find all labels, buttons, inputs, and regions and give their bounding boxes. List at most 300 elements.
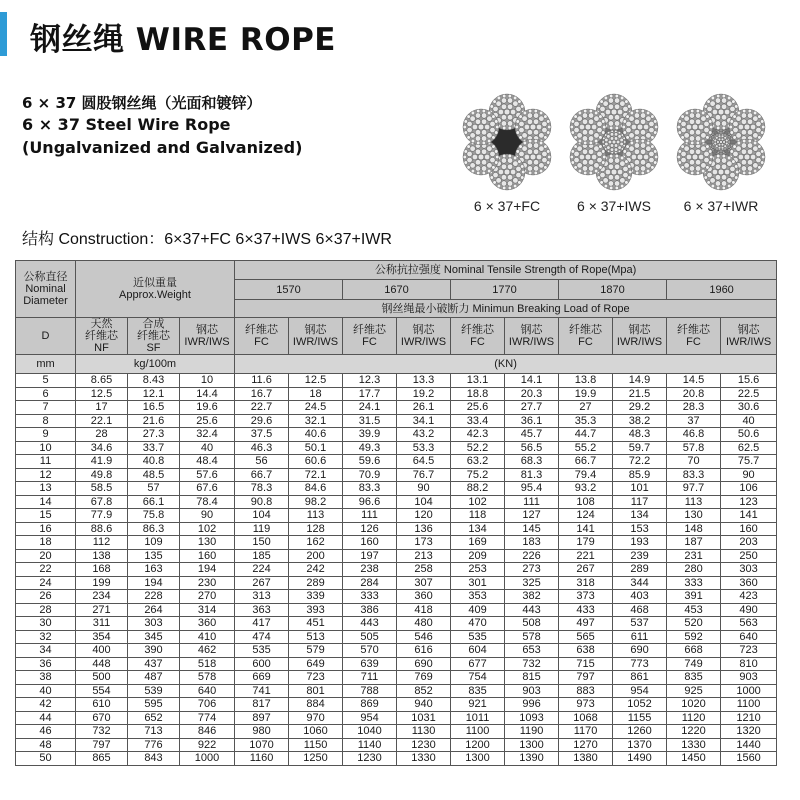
table-cell: 253 — [451, 563, 505, 577]
table-cell: 289 — [289, 576, 343, 590]
table-cell: 1320 — [721, 725, 777, 739]
unit-mm: mm — [16, 355, 76, 374]
table-cell: 34.6 — [76, 441, 128, 455]
table-row — [16, 414, 777, 428]
table-cell: 869 — [343, 698, 397, 712]
table-cell: 168 — [76, 563, 128, 577]
table-cell: 113 — [667, 495, 721, 509]
table-cell: 810 — [721, 657, 777, 671]
table-cell: 59.7 — [613, 441, 667, 455]
table-cell: 267 — [235, 576, 289, 590]
table-cell: 30.6 — [721, 401, 777, 415]
table-cell: 44.7 — [559, 428, 613, 442]
table-cell: 1270 — [559, 738, 613, 752]
table-cell: 213 — [397, 549, 451, 563]
header-grade: 1570 — [235, 280, 343, 300]
table-cell: 318 — [559, 576, 613, 590]
table-cell: 706 — [180, 698, 235, 712]
table-cell: 954 — [343, 711, 397, 725]
table-cell: 360 — [180, 617, 235, 631]
table-cell: 141 — [721, 509, 777, 523]
header-iwr-iws: 钢芯 IWR/IWS — [180, 318, 235, 355]
rope-cross-section-fc — [457, 92, 557, 192]
table-cell: 59.6 — [343, 455, 397, 469]
table-cell: 638 — [559, 644, 613, 658]
table-cell: 163 — [128, 563, 180, 577]
table-cell: 226 — [505, 549, 559, 563]
table-cell: 903 — [505, 684, 559, 698]
table-cell: 72.2 — [613, 455, 667, 469]
table-cell: 150 — [235, 536, 289, 550]
table-cell: 508 — [505, 617, 559, 631]
table-cell: 11.6 — [235, 374, 289, 388]
header-fc-core: 纤维芯 FC — [667, 318, 721, 355]
table-row — [16, 428, 777, 442]
table-cell: 677 — [451, 657, 505, 671]
diameter-cell: 12 — [16, 468, 76, 482]
table-cell: 14.5 — [667, 374, 721, 388]
table-cell: 169 — [451, 536, 505, 550]
table-cell: 101 — [613, 482, 667, 496]
table-cell: 56 — [235, 455, 289, 469]
table-cell: 1011 — [451, 711, 505, 725]
table-cell: 563 — [721, 617, 777, 631]
diameter-cell: 46 — [16, 725, 76, 739]
diameter-cell: 34 — [16, 644, 76, 658]
table-cell: 462 — [180, 644, 235, 658]
title-accent-bar — [0, 12, 7, 56]
table-cell: 723 — [289, 671, 343, 685]
diameter-cell: 28 — [16, 603, 76, 617]
header-d: D — [16, 318, 76, 355]
header-grade: 1670 — [343, 280, 451, 300]
table-row — [16, 509, 777, 523]
table-cell: 409 — [451, 603, 505, 617]
table-cell: 640 — [180, 684, 235, 698]
table-cell: 480 — [397, 617, 451, 631]
table-cell: 67.6 — [180, 482, 235, 496]
table-cell: 112 — [76, 536, 128, 550]
table-cell: 50.6 — [721, 428, 777, 442]
table-cell: 1000 — [180, 752, 235, 766]
table-cell: 776 — [128, 738, 180, 752]
table-cell: 1330 — [397, 752, 451, 766]
table-cell: 136 — [397, 522, 451, 536]
diameter-cell: 50 — [16, 752, 76, 766]
header-nominal-diameter: 公称直径 Nominal Diameter — [16, 261, 76, 318]
table-cell: 13.1 — [451, 374, 505, 388]
diameter-cell: 5 — [16, 374, 76, 388]
table-cell: 57.8 — [667, 441, 721, 455]
table-cell: 1068 — [559, 711, 613, 725]
table-cell: 12.5 — [289, 374, 343, 388]
table-cell: 980 — [235, 725, 289, 739]
table-cell: 345 — [128, 630, 180, 644]
table-row — [16, 590, 777, 604]
table-cell: 363 — [235, 603, 289, 617]
table-cell: 179 — [559, 536, 613, 550]
table-cell: 669 — [235, 671, 289, 685]
table-cell: 83.3 — [667, 468, 721, 482]
table-cell: 333 — [667, 576, 721, 590]
table-cell: 128 — [289, 522, 343, 536]
table-cell: 518 — [180, 657, 235, 671]
table-cell: 53.3 — [397, 441, 451, 455]
table-cell: 325 — [505, 576, 559, 590]
table-cell: 50.1 — [289, 441, 343, 455]
table-cell: 1330 — [667, 738, 721, 752]
table-cell: 258 — [397, 563, 451, 577]
table-cell: 234 — [76, 590, 128, 604]
table-cell: 500 — [76, 671, 128, 685]
table-cell: 25.6 — [451, 401, 505, 415]
table-cell: 27 — [559, 401, 613, 415]
header-fc-core: 纤维芯 FC — [559, 318, 613, 355]
table-cell: 76.7 — [397, 468, 451, 482]
table-row — [16, 644, 777, 658]
table-cell: 224 — [235, 563, 289, 577]
table-cell: 1052 — [613, 698, 667, 712]
diameter-cell: 32 — [16, 630, 76, 644]
table-cell: 90 — [180, 509, 235, 523]
table-cell: 267 — [559, 563, 613, 577]
table-cell: 437 — [128, 657, 180, 671]
header-sf: 合成 纤维芯 SF — [128, 318, 180, 355]
table-cell: 39.9 — [343, 428, 397, 442]
table-cell: 883 — [559, 684, 613, 698]
table-cell: 18.8 — [451, 387, 505, 401]
unit-weight: kg/100m — [76, 355, 235, 374]
table-cell: 239 — [613, 549, 667, 563]
header-breaking-load: 钢丝绳最小破断力 Minimun Breaking Load of Rope — [235, 300, 777, 318]
table-cell: 86.3 — [128, 522, 180, 536]
table-cell: 48.4 — [180, 455, 235, 469]
table-cell: 25.6 — [180, 414, 235, 428]
table-cell: 1160 — [235, 752, 289, 766]
table-cell: 111 — [343, 509, 397, 523]
table-cell: 373 — [559, 590, 613, 604]
table-cell: 45.7 — [505, 428, 559, 442]
table-cell: 1230 — [397, 738, 451, 752]
table-cell: 90.8 — [235, 495, 289, 509]
table-cell: 715 — [559, 657, 613, 671]
table-cell: 160 — [180, 549, 235, 563]
table-cell: 360 — [721, 576, 777, 590]
header-fc-core: 纤维芯 FC — [451, 318, 505, 355]
table-cell: 19.2 — [397, 387, 451, 401]
table-cell: 148 — [667, 522, 721, 536]
table-cell: 250 — [721, 549, 777, 563]
table-cell: 284 — [343, 576, 397, 590]
table-cell: 66.1 — [128, 495, 180, 509]
header-grade: 1960 — [667, 280, 777, 300]
table-cell: 1250 — [289, 752, 343, 766]
table-cell: 31.5 — [343, 414, 397, 428]
table-cell: 46.3 — [235, 441, 289, 455]
table-cell: 12.5 — [76, 387, 128, 401]
table-cell: 470 — [451, 617, 505, 631]
header-steel-core: 钢芯 IWR/IWS — [721, 318, 777, 355]
table-cell: 57.6 — [180, 468, 235, 482]
table-cell: 93.2 — [559, 482, 613, 496]
table-cell: 78.3 — [235, 482, 289, 496]
table-cell: 90 — [721, 468, 777, 482]
table-cell: 1300 — [451, 752, 505, 766]
table-cell: 134 — [613, 509, 667, 523]
table-cell: 75.7 — [721, 455, 777, 469]
table-cell: 400 — [76, 644, 128, 658]
table-cell: 21.5 — [613, 387, 667, 401]
table-cell: 13.8 — [559, 374, 613, 388]
table-cell: 75.8 — [128, 509, 180, 523]
table-cell: 72.1 — [289, 468, 343, 482]
table-cell: 12.3 — [343, 374, 397, 388]
table-cell: 231 — [667, 549, 721, 563]
table-cell: 199 — [76, 576, 128, 590]
table-cell: 668 — [667, 644, 721, 658]
table-cell: 85.9 — [613, 468, 667, 482]
table-cell: 649 — [289, 657, 343, 671]
table-cell: 43.2 — [397, 428, 451, 442]
table-cell: 124 — [559, 509, 613, 523]
table-cell: 48.3 — [613, 428, 667, 442]
diameter-cell: 18 — [16, 536, 76, 550]
table-cell: 616 — [397, 644, 451, 658]
table-cell: 52.2 — [451, 441, 505, 455]
header-steel-core: 钢芯 IWR/IWS — [397, 318, 451, 355]
table-cell: 537 — [613, 617, 667, 631]
table-cell: 96.6 — [343, 495, 397, 509]
table-cell: 209 — [451, 549, 505, 563]
table-cell: 41.9 — [76, 455, 128, 469]
table-cell: 24.1 — [343, 401, 397, 415]
table-cell: 925 — [667, 684, 721, 698]
table-cell: 382 — [505, 590, 559, 604]
table-cell: 106 — [721, 482, 777, 496]
header-nf: 天然 纤维芯 NF — [76, 318, 128, 355]
table-cell: 77.9 — [76, 509, 128, 523]
table-cell: 98.2 — [289, 495, 343, 509]
table-row — [16, 603, 777, 617]
table-cell: 238 — [343, 563, 397, 577]
table-cell: 173 — [397, 536, 451, 550]
diameter-cell: 13 — [16, 482, 76, 496]
table-cell: 1100 — [451, 725, 505, 739]
table-cell: 49.3 — [343, 441, 397, 455]
header-fc-core: 纤维芯 FC — [235, 318, 289, 355]
table-cell: 815 — [505, 671, 559, 685]
table-cell: 846 — [180, 725, 235, 739]
table-cell: 418 — [397, 603, 451, 617]
table-cell: 29.6 — [235, 414, 289, 428]
table-cell: 102 — [180, 522, 235, 536]
rope-cross-section-iws — [564, 92, 664, 192]
table-cell: 611 — [613, 630, 667, 644]
table-cell: 1120 — [667, 711, 721, 725]
table-cell: 303 — [721, 563, 777, 577]
table-cell: 797 — [76, 738, 128, 752]
table-cell: 200 — [289, 549, 343, 563]
table-cell: 314 — [180, 603, 235, 617]
table-cell: 20.3 — [505, 387, 559, 401]
table-cell: 487 — [128, 671, 180, 685]
diameter-cell: 22 — [16, 563, 76, 577]
table-cell: 88.6 — [76, 522, 128, 536]
table-cell: 18 — [289, 387, 343, 401]
table-cell: 42.3 — [451, 428, 505, 442]
table-cell: 391 — [667, 590, 721, 604]
table-cell: 118 — [451, 509, 505, 523]
table-cell: 12.1 — [128, 387, 180, 401]
table-cell: 28 — [76, 428, 128, 442]
table-cell: 138 — [76, 549, 128, 563]
table-cell: 690 — [397, 657, 451, 671]
header-steel-core: 钢芯 IWR/IWS — [289, 318, 343, 355]
table-row — [16, 671, 777, 685]
table-cell: 852 — [397, 684, 451, 698]
rope-label-fc: 6 × 37+FC — [473, 198, 541, 214]
table-cell: 578 — [505, 630, 559, 644]
table-cell: 8.43 — [128, 374, 180, 388]
table-cell: 8.65 — [76, 374, 128, 388]
table-cell: 58.5 — [76, 482, 128, 496]
table-cell: 17.7 — [343, 387, 397, 401]
table-cell: 954 — [613, 684, 667, 698]
table-cell: 16.5 — [128, 401, 180, 415]
table-cell: 289 — [613, 563, 667, 577]
table-cell: 16.7 — [235, 387, 289, 401]
table-cell: 1100 — [721, 698, 777, 712]
table-cell: 339 — [289, 590, 343, 604]
table-cell: 221 — [559, 549, 613, 563]
table-cell: 14.1 — [505, 374, 559, 388]
table-cell: 19.9 — [559, 387, 613, 401]
table-cell: 610 — [76, 698, 128, 712]
table-cell: 22.5 — [721, 387, 777, 401]
table-cell: 13.3 — [397, 374, 451, 388]
table-cell: 111 — [505, 495, 559, 509]
table-cell: 670 — [76, 711, 128, 725]
table-cell: 55.2 — [559, 441, 613, 455]
page-title: 钢丝绳 WIRE ROPE — [30, 22, 336, 58]
table-cell: 135 — [128, 549, 180, 563]
table-cell: 1155 — [613, 711, 667, 725]
table-cell: 56.5 — [505, 441, 559, 455]
table-cell: 1130 — [397, 725, 451, 739]
table-cell: 1200 — [451, 738, 505, 752]
table-row — [16, 482, 777, 496]
table-cell: 333 — [343, 590, 397, 604]
table-cell: 83.3 — [343, 482, 397, 496]
header-steel-core: 钢芯 IWR/IWS — [613, 318, 667, 355]
table-cell: 973 — [559, 698, 613, 712]
table-cell: 1490 — [613, 752, 667, 766]
table-cell: 301 — [451, 576, 505, 590]
rope-label-iwr: 6 × 37+IWR — [683, 198, 759, 214]
table-cell: 578 — [180, 671, 235, 685]
table-cell: 95.4 — [505, 482, 559, 496]
construction-line: 结构 Construction：6×37+FC 6×37+IWS 6×37+IWR — [22, 231, 392, 248]
table-cell: 153 — [613, 522, 667, 536]
table-cell: 67.8 — [76, 495, 128, 509]
table-cell: 60.6 — [289, 455, 343, 469]
table-cell: 565 — [559, 630, 613, 644]
table-cell: 64.5 — [397, 455, 451, 469]
header-fc-core: 纤维芯 FC — [343, 318, 397, 355]
table-cell: 1260 — [613, 725, 667, 739]
table-cell: 1210 — [721, 711, 777, 725]
table-cell: 126 — [343, 522, 397, 536]
table-cell: 162 — [289, 536, 343, 550]
table-cell: 922 — [180, 738, 235, 752]
table-cell: 194 — [180, 563, 235, 577]
table-cell: 15.6 — [721, 374, 777, 388]
diameter-cell: 16 — [16, 522, 76, 536]
table-cell: 386 — [343, 603, 397, 617]
table-row — [16, 617, 777, 631]
table-cell: 711 — [343, 671, 397, 685]
table-cell: 520 — [667, 617, 721, 631]
table-row — [16, 536, 777, 550]
table-cell: 393 — [289, 603, 343, 617]
table-cell: 230 — [180, 576, 235, 590]
table-cell: 10 — [180, 374, 235, 388]
table-cell: 1170 — [559, 725, 613, 739]
unit-kn: (KN) — [235, 355, 777, 374]
table-cell: 570 — [343, 644, 397, 658]
table-cell: 17 — [76, 401, 128, 415]
table-cell: 1031 — [397, 711, 451, 725]
table-cell: 403 — [613, 590, 667, 604]
table-row — [16, 441, 777, 455]
diameter-cell: 7 — [16, 401, 76, 415]
table-cell: 639 — [343, 657, 397, 671]
header-tensile-strength: 公称抗拉强度 Nominal Tensile Strength of Rope(Mpa) — [235, 261, 777, 280]
table-cell: 194 — [128, 576, 180, 590]
table-cell: 490 — [721, 603, 777, 617]
table-cell: 303 — [128, 617, 180, 631]
diameter-cell: 40 — [16, 684, 76, 698]
table-cell: 117 — [613, 495, 667, 509]
table-cell: 22.1 — [76, 414, 128, 428]
table-cell: 311 — [76, 617, 128, 631]
header-steel-core: 钢芯 IWR/IWS — [505, 318, 559, 355]
table-cell: 187 — [667, 536, 721, 550]
table-cell: 1020 — [667, 698, 721, 712]
table-cell: 1093 — [505, 711, 559, 725]
table-cell: 1060 — [289, 725, 343, 739]
table-cell: 865 — [76, 752, 128, 766]
table-cell: 921 — [451, 698, 505, 712]
table-cell: 1000 — [721, 684, 777, 698]
table-cell: 903 — [721, 671, 777, 685]
table-cell: 26.1 — [397, 401, 451, 415]
table-cell: 774 — [180, 711, 235, 725]
table-cell: 70 — [667, 455, 721, 469]
diameter-cell: 9 — [16, 428, 76, 442]
table-cell: 145 — [505, 522, 559, 536]
table-row — [16, 725, 777, 739]
table-cell: 732 — [505, 657, 559, 671]
table-cell: 108 — [559, 495, 613, 509]
table-cell: 27.3 — [128, 428, 180, 442]
table-cell: 353 — [451, 590, 505, 604]
table-cell: 535 — [451, 630, 505, 644]
table-cell: 1070 — [235, 738, 289, 752]
table-cell: 46.8 — [667, 428, 721, 442]
table-cell: 130 — [667, 509, 721, 523]
table-cell: 513 — [289, 630, 343, 644]
